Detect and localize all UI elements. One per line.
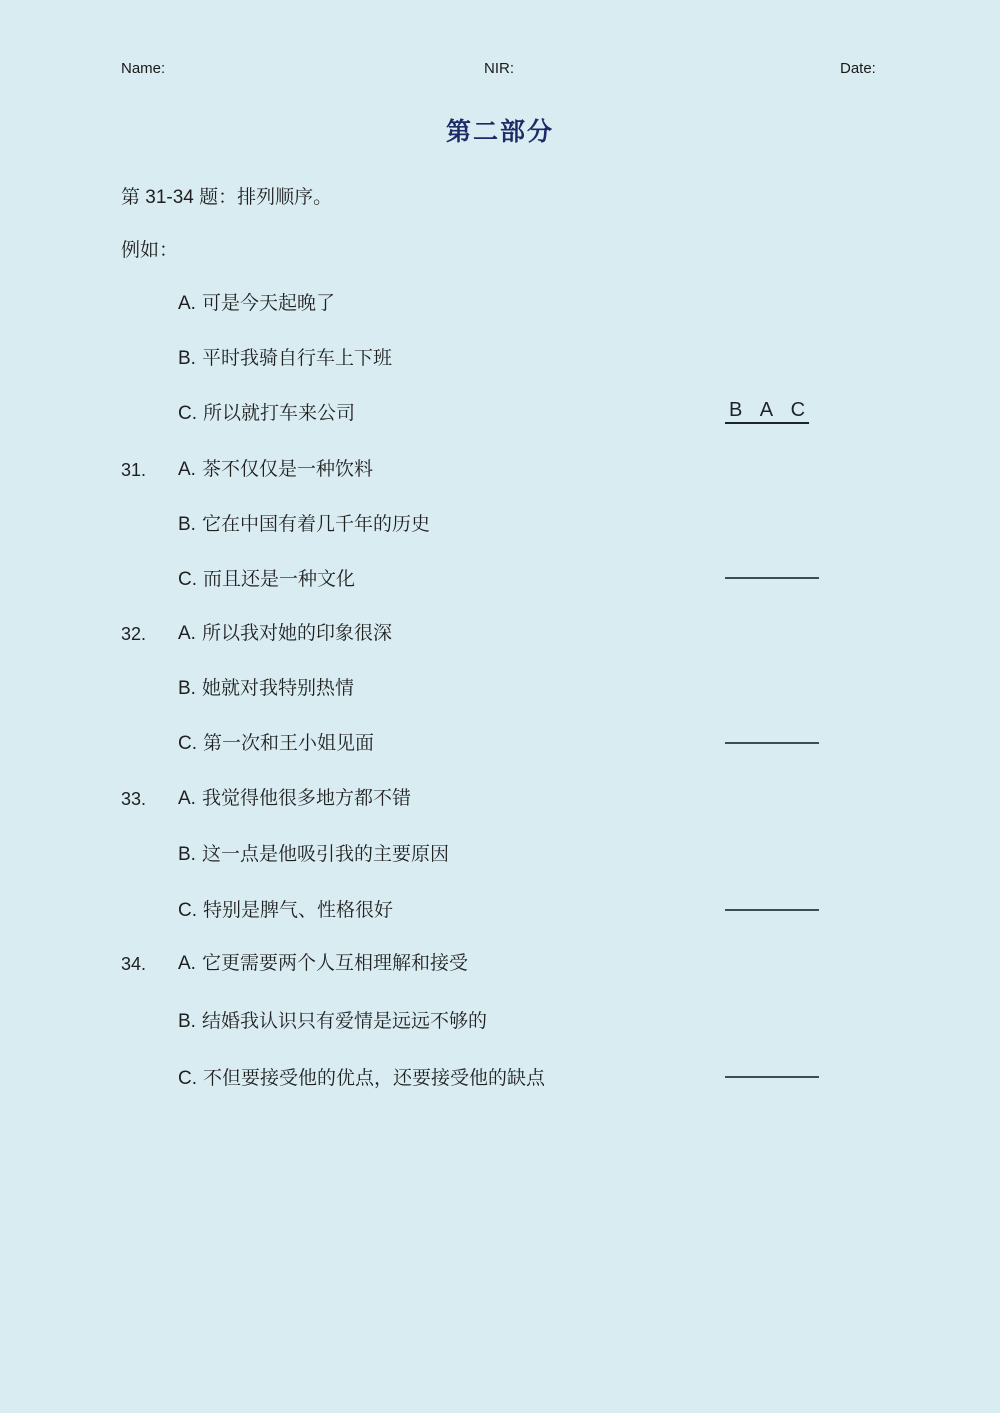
option-letter: B. — [178, 844, 196, 865]
option-text: 可是今天起晚了 — [201, 293, 335, 314]
option-letter: C. — [178, 900, 197, 921]
option-letter: B. — [178, 678, 196, 699]
nir-field-label: NIR: — [484, 60, 514, 77]
question-number-31: 31. — [121, 460, 147, 480]
question-33-option-a — [178, 787, 411, 811]
option-text: 所以就打车来公司 — [203, 403, 356, 424]
option-text: 茶不仅仅是一种饮料 — [201, 459, 373, 480]
question-31-answer-blank[interactable] — [725, 577, 819, 579]
example-option-b — [178, 347, 392, 371]
question-33-answer-blank[interactable] — [725, 909, 819, 911]
option-text: 它在中国有着几千年的历史 — [201, 514, 430, 535]
example-answer: B A C — [725, 398, 809, 424]
question-34-answer-blank[interactable] — [725, 1076, 819, 1078]
option-letter: C. — [178, 569, 197, 590]
option-letter: C. — [178, 733, 197, 754]
option-letter: C. — [178, 1068, 197, 1089]
option-letter: C. — [178, 403, 197, 424]
question-32-option-a — [178, 622, 392, 646]
option-letter: B. — [178, 1011, 196, 1032]
question-32-answer-blank[interactable] — [725, 742, 819, 744]
example-option-a — [178, 292, 335, 316]
question-34-option-c — [178, 1067, 545, 1091]
question-number-32: 32. — [121, 624, 147, 644]
option-text: 第一次和王小姐见面 — [203, 733, 375, 754]
question-34-option-b — [178, 1010, 487, 1034]
option-letter: A. — [178, 788, 196, 809]
option-text: 这一点是他吸引我的主要原因 — [201, 844, 449, 865]
option-letter: B. — [178, 348, 196, 369]
option-letter: A. — [178, 459, 196, 480]
option-letter: A. — [178, 623, 196, 644]
section-title: 第二部分 — [445, 118, 554, 146]
option-letter: B. — [178, 514, 196, 535]
option-text: 它更需要两个人互相理解和接受 — [201, 953, 468, 974]
question-34-option-a — [178, 952, 468, 976]
question-31-option-a — [178, 458, 373, 482]
question-number-34: 34. — [121, 954, 147, 974]
option-text: 结婚我认识只有爱情是远远不够的 — [201, 1011, 487, 1032]
option-text: 平时我骑自行车上下班 — [201, 348, 392, 369]
example-option-c — [178, 402, 355, 426]
option-text: 特别是脾气、性格很好 — [203, 900, 394, 921]
option-text: 不但要接受他的优点，还要接受他的缺点 — [203, 1068, 546, 1089]
option-text: 她就对我特别热情 — [201, 678, 354, 699]
question-32-option-b — [178, 677, 354, 701]
name-field-label: Name: — [121, 60, 166, 77]
question-33-option-c — [178, 899, 393, 923]
question-31-option-c — [178, 568, 355, 592]
option-text: 所以我对她的印象很深 — [201, 623, 392, 644]
question-number-33: 33. — [121, 789, 147, 809]
instruction-text: 第 31-34 题：排列顺序。 — [121, 187, 333, 208]
date-field-label: Date: — [840, 60, 876, 77]
question-32-option-c — [178, 732, 374, 756]
option-letter: A. — [178, 953, 196, 974]
option-text: 而且还是一种文化 — [203, 569, 356, 590]
option-letter: A. — [178, 293, 196, 314]
question-33-option-b — [178, 843, 449, 867]
example-label: 例如： — [121, 240, 179, 261]
question-31-option-b — [178, 513, 430, 537]
option-text: 我觉得他很多地方都不错 — [201, 788, 411, 809]
